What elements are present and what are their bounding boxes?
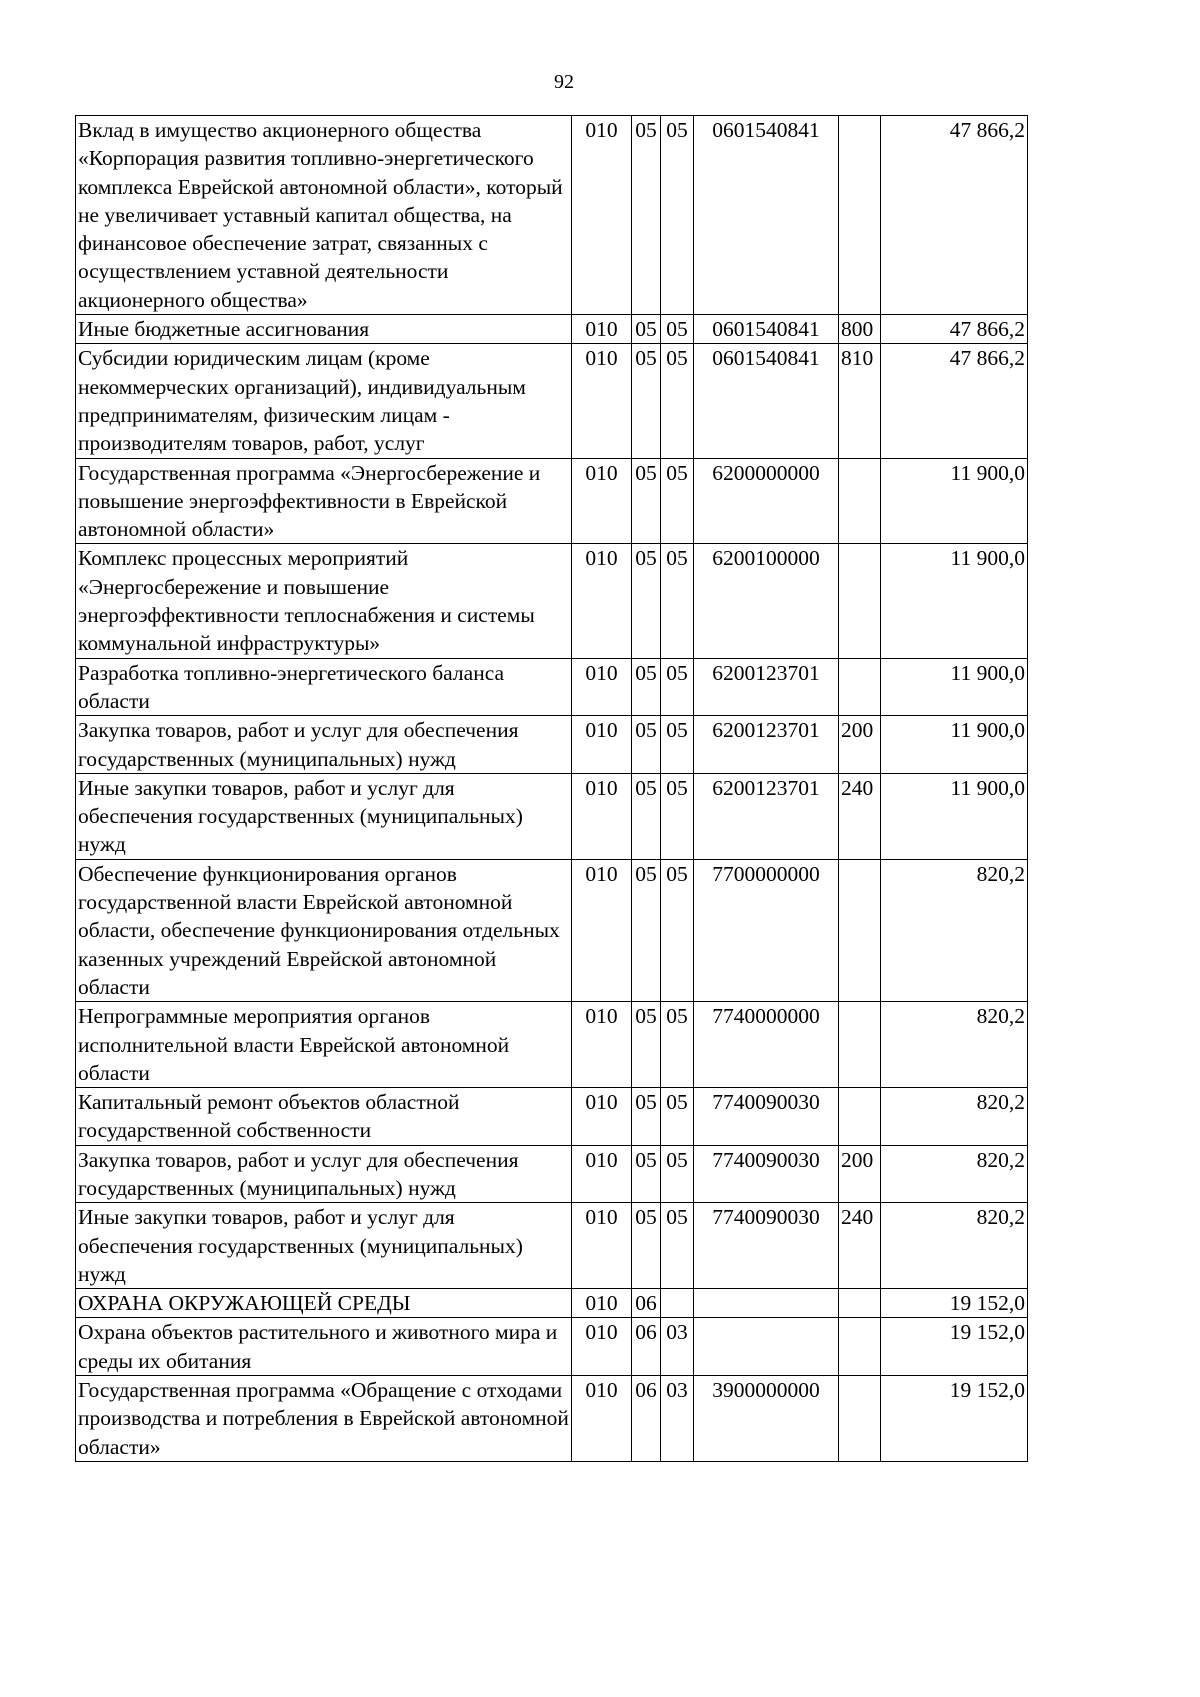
row-rz: 05: [632, 716, 661, 774]
row-sum: 820,2: [881, 1145, 1028, 1203]
row-name: Субсидии юридическим лицам (кроме некоммерческих организаций), индивидуальным предпринимателям, физическим лицам - производителям товаров, работ, услуг: [76, 344, 572, 458]
row-name: Государственная программа «Обращение с отходами производства и потребления в Еврейской автономной области»: [76, 1376, 572, 1462]
row-csr: [694, 1318, 839, 1376]
row-name: Комплекс процессных мероприятий «Энергосбережение и повышение энергоэффективности теплоснабжения и системы коммунальной инфраструктуры»: [76, 544, 572, 658]
row-pr: 05: [661, 716, 694, 774]
row-sum: 820,2: [881, 1203, 1028, 1289]
row-csr: 6200123701: [694, 658, 839, 716]
row-vr: 200: [839, 1145, 881, 1203]
row-name: Обеспечение функционирования органов государственной власти Еврейской автономной области, обеспечение функционирования отдельных казенных учреждений Еврейской автономной области: [76, 859, 572, 1001]
table-row: [76, 1088, 1028, 1146]
row-rz: 05: [632, 1203, 661, 1289]
row-name: Иные бюджетные ассигнования: [76, 315, 572, 344]
row-pr: 05: [661, 1088, 694, 1146]
row-sum: 47 866,2: [881, 315, 1028, 344]
row-rz: 05: [632, 544, 661, 658]
row-vr: [839, 1002, 881, 1088]
row-rz: 05: [632, 458, 661, 544]
table-row: [76, 1318, 1028, 1376]
row-pr: 05: [661, 859, 694, 1001]
row-pr: 05: [661, 773, 694, 859]
row-ved: 010: [572, 116, 632, 315]
row-csr: 6200123701: [694, 773, 839, 859]
table-row: [76, 1203, 1028, 1289]
row-pr: 05: [661, 1002, 694, 1088]
row-ved: 010: [572, 1145, 632, 1203]
row-sum: 11 900,0: [881, 773, 1028, 859]
row-rz: 05: [632, 315, 661, 344]
row-sum: 820,2: [881, 1088, 1028, 1146]
table-row: [76, 1002, 1028, 1088]
row-pr: 05: [661, 315, 694, 344]
row-sum: 11 900,0: [881, 716, 1028, 774]
row-vr: [839, 544, 881, 658]
row-sum: 19 152,0: [881, 1318, 1028, 1376]
row-rz: 05: [632, 773, 661, 859]
row-ved: 010: [572, 1088, 632, 1146]
row-sum: 11 900,0: [881, 458, 1028, 544]
row-name: Охрана объектов растительного и животного мира и среды их обитания: [76, 1318, 572, 1376]
table-row: [76, 544, 1028, 658]
row-pr: 05: [661, 658, 694, 716]
row-csr: 7740000000: [694, 1002, 839, 1088]
row-name: Государственная программа «Энергосбережение и повышение энергоэффективности в Еврейской автономной области»: [76, 458, 572, 544]
row-ved: 010: [572, 315, 632, 344]
row-pr: [661, 1289, 694, 1318]
row-name: ОХРАНА ОКРУЖАЮЩЕЙ СРЕДЫ: [76, 1289, 572, 1318]
row-rz: 05: [632, 1145, 661, 1203]
row-vr: [839, 1289, 881, 1318]
row-name: Иные закупки товаров, работ и услуг для обеспечения государственных (муниципальных) нужд: [76, 1203, 572, 1289]
row-csr: 7700000000: [694, 859, 839, 1001]
row-sum: 47 866,2: [881, 344, 1028, 458]
row-pr: 05: [661, 458, 694, 544]
row-vr: [839, 1376, 881, 1462]
budget-table-body: [76, 116, 1028, 1462]
row-sum: 19 152,0: [881, 1376, 1028, 1462]
row-vr: 810: [839, 344, 881, 458]
row-ved: 010: [572, 1318, 632, 1376]
row-csr: 6200123701: [694, 716, 839, 774]
row-ved: 010: [572, 716, 632, 774]
row-vr: 800: [839, 315, 881, 344]
row-name: Непрограммные мероприятия органов исполнительной власти Еврейской автономной области: [76, 1002, 572, 1088]
row-pr: 05: [661, 1145, 694, 1203]
row-rz: 06: [632, 1376, 661, 1462]
row-vr: 240: [839, 1203, 881, 1289]
row-csr: 6200100000: [694, 544, 839, 658]
row-ved: 010: [572, 458, 632, 544]
row-sum: 820,2: [881, 1002, 1028, 1088]
row-csr: 3900000000: [694, 1376, 839, 1462]
row-pr: 05: [661, 344, 694, 458]
row-csr: 7740090030: [694, 1088, 839, 1146]
row-vr: [839, 859, 881, 1001]
row-rz: 05: [632, 859, 661, 1001]
row-csr: 6200000000: [694, 458, 839, 544]
table-row: [76, 773, 1028, 859]
row-pr: 05: [661, 544, 694, 658]
row-ved: 010: [572, 658, 632, 716]
row-rz: 05: [632, 1088, 661, 1146]
table-row: [76, 1289, 1028, 1318]
row-name: Иные закупки товаров, работ и услуг для обеспечения государственных (муниципальных) нужд: [76, 773, 572, 859]
budget-table: [75, 115, 1028, 1462]
row-name: Разработка топливно-энергетического баланса области: [76, 658, 572, 716]
row-vr: 200: [839, 716, 881, 774]
row-vr: [839, 116, 881, 315]
row-rz: 05: [632, 1002, 661, 1088]
row-rz: 05: [632, 344, 661, 458]
table-row: [76, 1376, 1028, 1462]
row-ved: 010: [572, 544, 632, 658]
row-ved: 010: [572, 1376, 632, 1462]
row-vr: [839, 1088, 881, 1146]
row-rz: 05: [632, 116, 661, 315]
row-csr: 0601540841: [694, 344, 839, 458]
table-row: [76, 658, 1028, 716]
table-row: [76, 315, 1028, 344]
row-csr: 0601540841: [694, 116, 839, 315]
row-sum: 11 900,0: [881, 658, 1028, 716]
row-csr: 0601540841: [694, 315, 839, 344]
row-vr: [839, 658, 881, 716]
row-name: Вклад в имущество акционерного общества «Корпорация развития топливно-энергетического комплекса Еврейской автономной области», который не увеличивает уставный капитал общества, на финансовое обеспечение затрат, связанных с осуществлением уставной деятельности акционерного общества»: [76, 116, 572, 315]
table-row: [76, 1145, 1028, 1203]
row-name: Закупка товаров, работ и услуг для обеспечения государственных (муниципальных) нужд: [76, 716, 572, 774]
table-row: [76, 116, 1028, 315]
row-sum: 19 152,0: [881, 1289, 1028, 1318]
table-row: [76, 458, 1028, 544]
row-ved: 010: [572, 859, 632, 1001]
row-pr: 05: [661, 1203, 694, 1289]
row-vr: 240: [839, 773, 881, 859]
row-csr: 7740090030: [694, 1203, 839, 1289]
row-csr: [694, 1289, 839, 1318]
row-pr: 05: [661, 116, 694, 315]
table-row: [76, 716, 1028, 774]
row-sum: 47 866,2: [881, 116, 1028, 315]
row-sum: 11 900,0: [881, 544, 1028, 658]
row-csr: 7740090030: [694, 1145, 839, 1203]
row-rz: 05: [632, 658, 661, 716]
row-ved: 010: [572, 773, 632, 859]
row-pr: 03: [661, 1376, 694, 1462]
row-ved: 010: [572, 344, 632, 458]
page-number: 92: [554, 71, 574, 93]
row-rz: 06: [632, 1289, 661, 1318]
row-sum: 820,2: [881, 859, 1028, 1001]
row-name: Капитальный ремонт объектов областной государственной собственности: [76, 1088, 572, 1146]
table-row: [76, 344, 1028, 458]
row-pr: 03: [661, 1318, 694, 1376]
row-name: Закупка товаров, работ и услуг для обеспечения государственных (муниципальных) нужд: [76, 1145, 572, 1203]
row-ved: 010: [572, 1203, 632, 1289]
row-rz: 06: [632, 1318, 661, 1376]
row-vr: [839, 1318, 881, 1376]
row-ved: 010: [572, 1289, 632, 1318]
table-row: [76, 859, 1028, 1001]
row-vr: [839, 458, 881, 544]
row-ved: 010: [572, 1002, 632, 1088]
